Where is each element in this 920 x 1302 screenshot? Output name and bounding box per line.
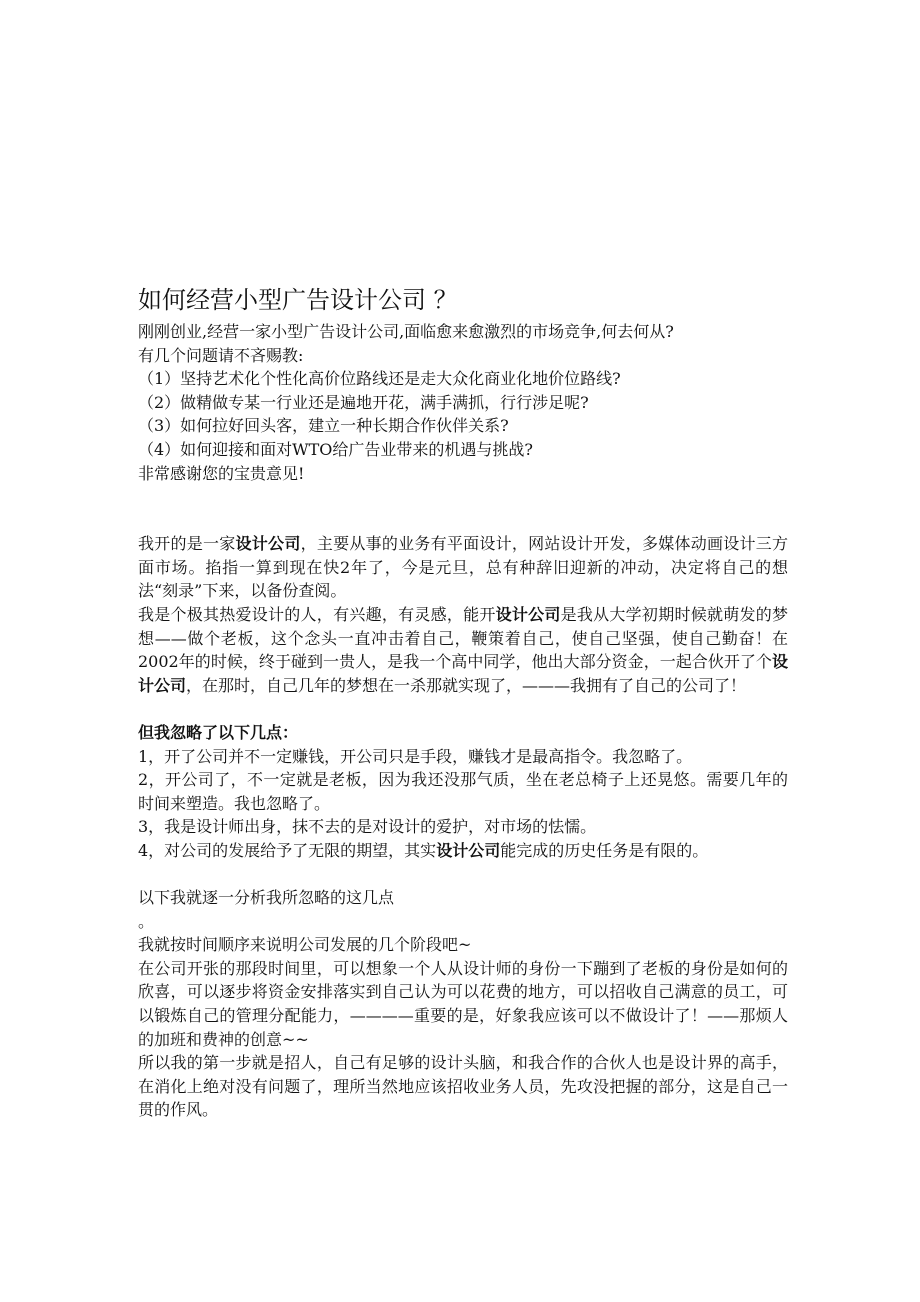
question-section xyxy=(138,320,788,485)
analysis-dot: 。 xyxy=(138,911,155,931)
keyword-design-company: 设计公司 xyxy=(436,840,501,860)
keyword-design-company: 设计公司 xyxy=(138,652,788,695)
point-3: 3，我是设计师出身，抹不去的是对设计的爱护，对市场的怯懦。 xyxy=(138,817,597,837)
point-4: 4，对公司的发展给予了无限的期望，其实设计公司能完成的历史任务是有限的。 xyxy=(138,840,709,860)
document-body xyxy=(138,282,788,1122)
analysis-intro: 以下我就逐一分析我所忽略的这几点 xyxy=(138,888,395,908)
question-item-2: （2）做精做专某一行业还是遍地开花，满手满抓，行行涉足呢? xyxy=(138,392,589,412)
question-intro: 刚刚创业,经营一家小型广告设计公司,面临愈来愈激烈的市场竞争,何去何从? xyxy=(138,322,674,341)
spacer xyxy=(138,862,788,886)
answer-paragraph-4: 所以我的第一步就是招人，自己有足够的设计头脑，和我合作的合伙人也是设计界的高手，在消化上绝对没有问题了，理所当然地应该招收业务人员，先攻没把握的部分，这是自己一贯的作风。 xyxy=(138,1053,788,1120)
question-thanks: 非常感谢您的宝贵意见! xyxy=(138,463,305,483)
answer-section xyxy=(138,532,788,1122)
question-item-4: （4）如何迎接和面对WTO给广告业带来的机遇与挑战? xyxy=(138,439,533,459)
question-item-1: （1）坚持艺术化个性化高价位路线还是走大众化商业化地价位路线? xyxy=(138,369,621,389)
answer-paragraph-1: 我开的是一家设计公司，主要从事的业务有平面设计，网站设计开发，多媒体动画设计三方面市场。掐指一算到现在快2年了，今是元旦，总有种辞旧迎新的冲动，决定将自己的想法“刻录”下来，以备份查阅。 xyxy=(138,534,788,601)
question-item-3: （3）如何拉好回头客，建立一种长期合作伙伴关系? xyxy=(138,416,509,436)
spacer xyxy=(138,485,788,532)
keyword-design-company: 设计公司 xyxy=(495,604,561,624)
section-heading: 但我忽略了以下几点： xyxy=(138,722,299,742)
document-title: 如何经营小型广告设计公司 ？ xyxy=(138,286,458,314)
point-2: 2，开公司了，不一定就是老板，因为我还没那气质，坐在老总椅子上还晃悠。需要几年的时间来塑造。我也忽略了。 xyxy=(138,770,788,813)
answer-paragraph-2: 我是个极其热爱设计的人，有兴趣，有灵感，能开设计公司是我从大学初期时候就萌发的梦想——做个老板，这个念头一直冲击着自己，鞭策着自己，使自己坚强，使自己勤奋！在2002年的时候，终于碰到一贵人，是我一个高中同学，他出大部分资金，一起合伙开了个设计公司，在那时，自己几年的梦想在一杀那就实现了，———我拥有了自己的公司了！ xyxy=(138,604,788,695)
answer-paragraph-3: 在公司开张的那段时间里，可以想象一个人从设计师的身份一下蹦到了老板的身份是如何的欣喜，可以逐步将资金安排落实到自己认为可以花费的地方，可以招收自己满意的员工，可以锻炼自己的管理分配能力，————重要的是，好象我应该可以不做设计了！——那烦人的加班和费神的创意~~ xyxy=(138,958,788,1049)
question-lead: 有几个问题请不吝赐教: xyxy=(138,345,304,365)
keyword-design-company: 设计公司 xyxy=(235,534,301,554)
analysis-timeline: 我就按时间顺序来说明公司发展的几个阶段吧~ xyxy=(138,935,472,955)
spacer xyxy=(138,697,788,721)
point-1: 1，开了公司并不一定赚钱，开公司只是手段，赚钱才是最高指令。我忽略了。 xyxy=(138,746,693,766)
